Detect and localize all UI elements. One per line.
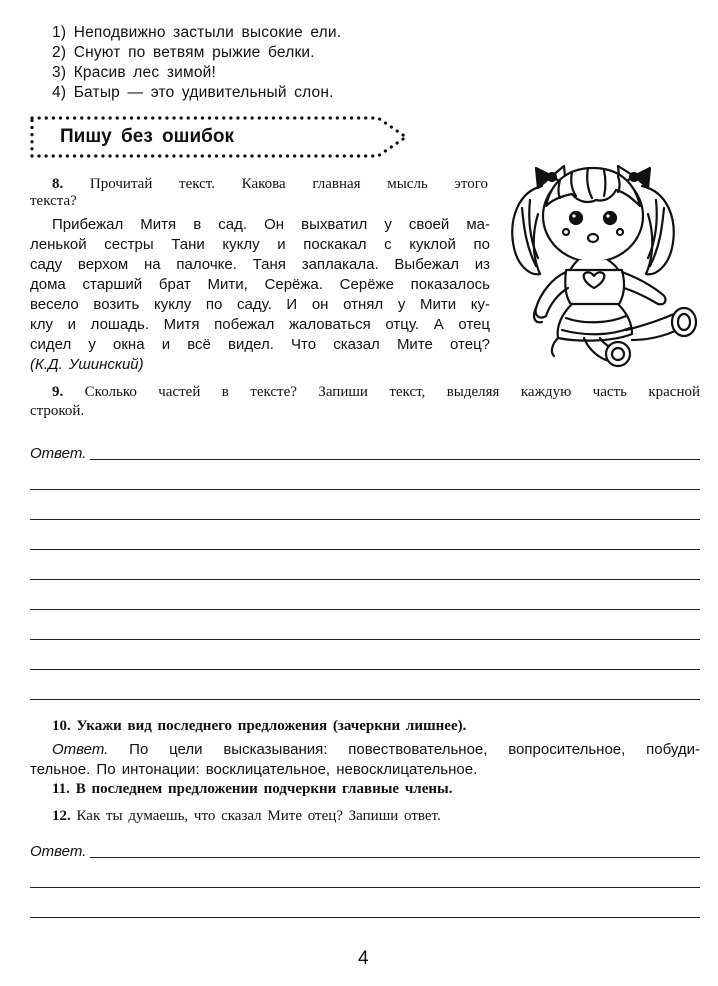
task-10-number: 10. (52, 718, 71, 734)
option-4: 4) Батыр — это удивительный слон. (52, 84, 334, 101)
option-3: 3) Красив лес зимой! (52, 64, 217, 81)
option-2: 2) Снуют по ветвям рыжие белки. (52, 44, 315, 61)
answer-line[interactable] (30, 579, 700, 580)
task-11-text: В последнем предложении подчеркни главные члены. (75, 781, 453, 797)
task-12-text: Как ты думаешь, что сказал Мите отец? Запиши ответ. (76, 808, 441, 824)
task-10-answer-label: Ответ. (52, 741, 109, 758)
task-10-answer-line-2: тельное. По интонации: восклицательное, невосклицательное. (30, 761, 478, 778)
answer-line[interactable] (30, 639, 700, 640)
task-8-question (52, 176, 488, 193)
option-1: 1) Неподвижно застыли высокие ели. (52, 24, 342, 41)
task-9-question (52, 384, 700, 401)
task-10-question (52, 718, 466, 735)
story-lines-rest (30, 235, 490, 375)
answer-line[interactable] (30, 917, 700, 918)
answer-line[interactable] (90, 857, 700, 858)
task-12-answer-label: Ответ. (30, 843, 87, 860)
story-text-line: саду верхом на палочке. Таня заплакала. Выбежал из (30, 256, 490, 273)
task-12-number: 12. (52, 808, 71, 824)
story-text-line: весело возить куклу по саду. И он отнял у Мити ку- (30, 296, 490, 313)
task-10-answer-line-1 (52, 740, 700, 760)
task-9-answer-label: Ответ. (30, 445, 87, 462)
task-9-text: Сколько частей в тексте? Запиши текст, выделяя каждую часть красной (84, 384, 701, 400)
task-10-text: Укажи вид последнего предложения (зачеркни лишнее). (76, 718, 467, 734)
answer-line[interactable] (30, 699, 700, 700)
section-title: Пишу без ошибок (60, 126, 235, 147)
answer-line[interactable] (30, 489, 700, 490)
story-line-1 (52, 215, 490, 235)
answer-line[interactable] (30, 549, 700, 550)
answer-line[interactable] (30, 609, 700, 610)
answer-line[interactable] (30, 519, 700, 520)
story-text-line: сидел у окна и всё видел. Что сказал Мите отец? (30, 336, 490, 353)
task-8-number: 8. (52, 176, 64, 192)
task-12-question (52, 808, 441, 825)
story-text-line: клу и лошадь. Митя побежал жаловаться отцу. А отец (30, 316, 490, 333)
task-11-question (52, 781, 452, 798)
story-text-line: Прибежал Митя в сад. Он выхватил у своей ма- (52, 216, 490, 233)
task-10-answer-text: По цели высказывания: повествовательное, вопросительное, побуди- (129, 741, 700, 758)
page-number: 4 (358, 948, 369, 969)
answer-line[interactable] (30, 887, 700, 888)
task-8-text: Прочитай текст. Какова главная мысль этого (89, 176, 489, 192)
task-9-number: 9. (52, 384, 64, 400)
task-9-text-cont: строкой. (30, 403, 85, 419)
story-text-line: ленькой сестры Тани куклу и поскакал с куклой по (30, 236, 490, 253)
answer-line[interactable] (30, 669, 700, 670)
doll-illustration (492, 148, 704, 370)
section-heading-box (28, 114, 410, 160)
task-11-number: 11. (52, 781, 70, 797)
story-text-line: дома старший брат Мити, Серёжа. Серёже показалось (30, 276, 490, 293)
answer-line[interactable] (90, 459, 700, 460)
task-8-text-cont: текста? (30, 193, 77, 209)
story-author: (К.Д. Ушинский) (30, 356, 144, 373)
